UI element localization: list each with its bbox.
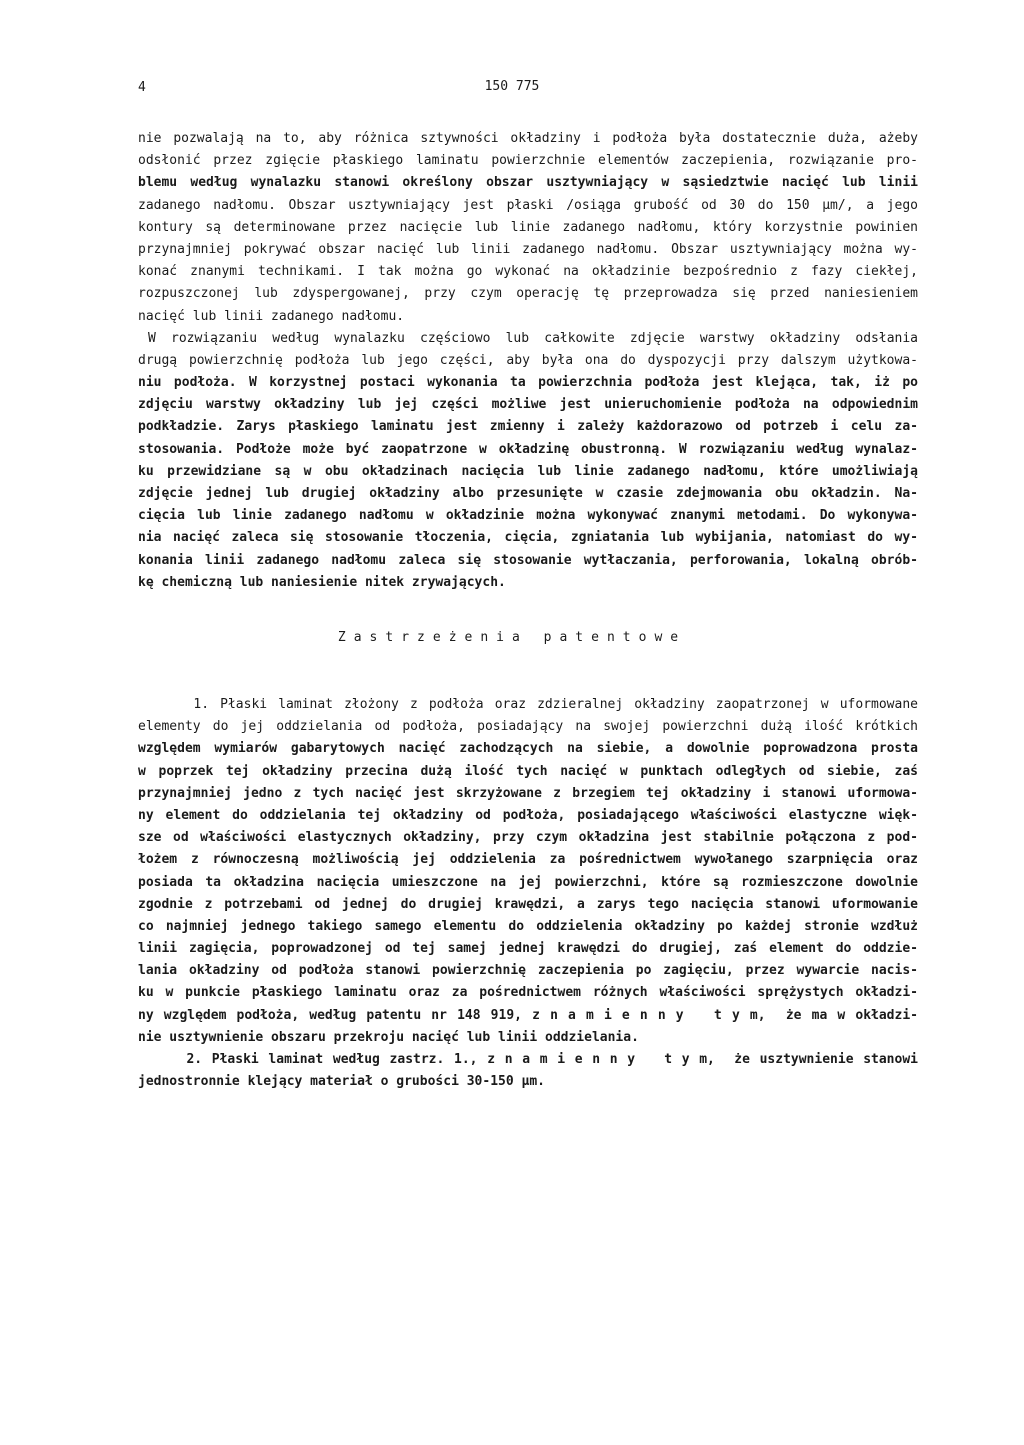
body-line: zdjęcie jednej lub drugiej okładziny albo przesunięte w czasie zdejmowania obu okładzin. Na-: [138, 486, 918, 501]
body-line: przynajmniej pokrywać obszar nacięć lub linii zadanego nadłomu. Obszar usztywniający można wy-: [138, 241, 918, 257]
body-line: kę chemiczną lub naniesienie nitek zrywających.: [138, 574, 506, 590]
claim-line: łożem z równoczesną możliwością jej oddzielenia za pośrednictwem wywołanego szarpnięcia oraz: [138, 852, 918, 868]
claim-line: względem wymiarów gabarytowych nacięć zachodzących na siebie, a dowolnie poprowadzona prosta: [138, 741, 918, 757]
claim-line: nie usztywnienie obszaru przekroju nacięć lub linii oddzielania.: [138, 1029, 639, 1045]
claim-line: co najmniej jednego takiego samego elementu do oddzielenia okładziny po każdej stronie wzdłuż: [138, 918, 918, 934]
claim-line: w poprzek tej okładziny przecina dużą ilość tych nacięć w punktach odległych od siebie, zaś: [138, 763, 918, 779]
body-line: nacięć lub linii zadanego nadłomu.: [138, 308, 405, 324]
body-line: podkładzie. Zarys płaskiego laminatu jest zmienny i zależy każdorazowo od potrzeb i celu za-: [138, 419, 918, 435]
body-line: kontury są determinowane przez nacięcie lub linie zadanego nadłomu, który korzystnie powinien: [138, 219, 918, 235]
claim-line: ny element do oddzielania tej okładziny od podłoża, posiadającego właściwości elastyczne więk-: [138, 807, 918, 823]
claims-body: [138, 694, 918, 1093]
body-line: zadanego nadłomu. Obszar usztywniający jest płaski /osiąga grubość od 30 do 150 µm/, a jego: [138, 197, 918, 213]
claim-line: elementy do jej oddzielania od podłoża, posiadający na swojej powierzchni dużą ilość krótkich: [138, 719, 918, 735]
body-line: odsłonić przez zgięcie płaskiego laminatu powierzchnie elementów zaczepienia, rozwiązanie pro-: [138, 153, 918, 169]
body-line: nia nacięć zaleca się stosowanie tłoczenia, cięcia, zgniatania lub wybijania, natomiast do wy-: [138, 530, 918, 546]
body-line: konania linii zadanego nadłomu zaleca się stosowanie wytłaczania, perforowania, lokalną obrób-: [138, 552, 918, 568]
claim-line: 2. Płaski laminat według zastrz. 1., z n a m i e n n y t y m, że usztywnienie stanowi: [138, 1052, 918, 1067]
claims-heading: Zastrzeżenia patentowe: [337, 630, 687, 645]
body-line: rozpuszczonej lub zdyspergowanej, przy czym operację tę przeprowadza się przed naniesieniem: [138, 286, 918, 302]
claim-line: 1. Płaski laminat złożony z podłoża oraz zdzieralnej okładziny zaopatrzonej w uformowane: [138, 697, 918, 712]
claim-line: ny względem podłoża, według patentu nr 148 919, z n a m i e n n y t y m, że ma w okładzi-: [138, 1007, 918, 1023]
body-line: niu podłoża. W korzystnej postaci wykonania ta powierzchnia podłoża jest klejąca, tak, iż po: [138, 375, 918, 391]
body-line: ku przewidziane są w obu okładzinach nacięcia lub linie zadanego nadłomu, które umożliwiają: [138, 463, 918, 479]
body-line: konać znanymi technikami. I tak można go wykonać na okładzinie bezpośrednio z fazy ciekłej,: [138, 264, 918, 280]
claim-line: przynajmniej jedno z tych nacięć jest skrzyżowane z brzegiem tej okładziny i stanowi uformowa-: [138, 785, 918, 801]
body-line: drugą powierzchnię podłoża lub jego części, aby była ona do dyspozycji przy dalszym użytkowa-: [138, 352, 918, 368]
claim-line: jednostronnie klejący materiał o grubości 30-150 µm.: [138, 1074, 545, 1090]
patent-number: 150 775: [484, 79, 540, 94]
body-line: W rozwiązaniu według wynalazku częściowo lub całkowite zdjęcie warstwy okładziny odsłania: [148, 330, 918, 346]
body-line: zdjęciu warstwy okładziny lub jej części możliwe jest unieruchomienie podłoża na odpowiednim: [138, 397, 918, 413]
body-line: nie pozwalają na to, aby różnica sztywności okładziny i podłoża była dostatecznie duża, ażeby: [138, 131, 918, 146]
claim-line: posiada ta okładzina nacięcia umieszczone na jej powierzchni, które są rozmieszczone dowolnie: [138, 874, 918, 890]
body-line: cięcia lub linie zadanego nadłomu w okładzinie można wykonywać znanymi metodami. Do wykonywa-: [138, 508, 918, 524]
body-line: blemu według wynalazku stanowi określony obszar usztywniający w sąsiedztwie nacięć lub linii: [138, 175, 918, 191]
body-line: stosowania. Podłoże może być zaopatrzone w okładzinę obustronną. W rozwiązaniu według wynalaz-: [138, 441, 918, 457]
description-body: [138, 128, 918, 594]
claim-line: lania okładziny od podłoża stanowi powierzchnię zaczepienia po zagięciu, przez wywarcie nacis-: [138, 963, 918, 979]
claim-line: ku w punkcie płaskiego laminatu oraz za pośrednictwem różnych właściwości sprężystych okładzi-: [138, 985, 918, 1001]
claim-line: sze od właściwości elastycznych okładziny, przy czym okładzina jest stabilnie połączona z pod-: [138, 830, 918, 846]
page-number: 4: [138, 80, 146, 95]
claim-line: zgodnie z potrzebami od jednej do drugiej krawędzi, a zarys tego nacięcia stanowi uformowanie: [138, 896, 918, 912]
claim-line: linii zagięcia, poprowadzonej od tej samej jednej krawędzi do drugiej, zaś element do oddzie-: [138, 941, 918, 957]
